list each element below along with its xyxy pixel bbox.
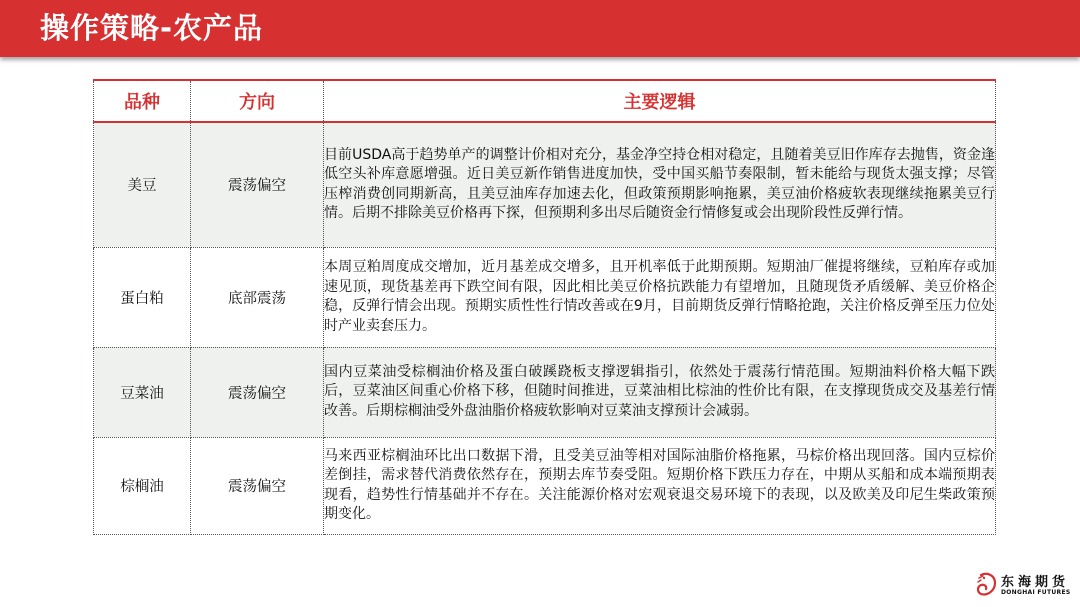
direction-cell: 震荡偏空 bbox=[191, 347, 324, 437]
logic-cell: 目前USDA高于趋势单产的调整计价相对充分，基金净空持仓相对稳定，且随着美豆旧作库存去抛售，资金逢低空头补库意愿增强。近日美豆新作销售进度加快，受中国买船节奏限制，暂未能给与现货太强支撑；尽管压榨消费创同期新高，且美豆油库存加速去化，但政策预期影响拖累，美豆油价格疲软表现继续拖累美豆行情。后期不排除美豆价格再下探，但预期利多出尽后随资金行情修复或会出现阶段性反弹行情。 bbox=[324, 122, 996, 247]
column-header-logic: 主要逻辑 bbox=[324, 80, 996, 122]
column-header-variety: 品种 bbox=[94, 80, 191, 122]
title-bar bbox=[0, 0, 1080, 57]
variety-cell: 棕榈油 bbox=[94, 437, 191, 534]
variety-cell: 美豆 bbox=[94, 122, 191, 247]
direction-cell: 底部震荡 bbox=[191, 247, 324, 347]
logic-cell: 国内豆菜油受棕榈油价格及蛋白破蹊跷板支撑逻辑指引，依然处于震荡行情范围。短期油料价格大幅下跌后，豆菜油区间重心价格下移，但随时间推进，豆菜油相比棕油的性价比有限，在支撑现货成交及基差行情改善。后期棕榈油受外盘油脂价格疲软影响对豆菜油支撑预计会减弱。 bbox=[324, 347, 996, 437]
table-row bbox=[94, 247, 996, 347]
page-title: 操作策略-农产品 bbox=[40, 11, 264, 45]
logic-cell: 本周豆粕周度成交增加，近月基差成交增多，且开机率低于此期预期。短期油厂催提将继续，豆粕库存或加速见顶，现货基差再下跌空间有限，因此相比美豆价格抗跌能力有望增加，且随现货矛盾缓解、美豆价格企稳，反弹行情会出现。预期实质性性行情改善或在9月，目前期货反弹行情略抢跑，关注价格反弹至压力位处时产业卖套压力。 bbox=[324, 247, 996, 347]
table-row bbox=[94, 347, 996, 437]
column-header-direction: 方向 bbox=[191, 80, 324, 122]
table-header-row bbox=[94, 80, 996, 122]
logic-cell: 马来西亚棕榈油环比出口数据下滑，且受美豆油等相对国际油脂价格拖累，马棕价格出现回落。国内豆棕价差倒挂，需求替代消费依然存在，预期去库节奏受阻。短期价格下跌压力存在，中期从买船和成本端预期表现看，趋势性行情基础并不存在。关注能源价格对宏观衰退交易环境下的表现，以及欧美及印尼生柴政策预期变化。 bbox=[324, 437, 996, 534]
variety-cell: 豆菜油 bbox=[94, 347, 191, 437]
logo-name-en: DONGHAI FUTURES bbox=[1001, 589, 1071, 596]
logo-name-cn: 东海期货 bbox=[1001, 575, 1070, 590]
strategy-table bbox=[93, 79, 996, 535]
direction-cell: 震荡偏空 bbox=[191, 437, 324, 534]
company-logo bbox=[975, 571, 1075, 603]
direction-cell: 震荡偏空 bbox=[191, 122, 324, 247]
dragon-logo-icon bbox=[975, 572, 999, 600]
variety-cell: 蛋白粕 bbox=[94, 247, 191, 347]
table-row bbox=[94, 437, 996, 534]
table-row bbox=[94, 122, 996, 247]
